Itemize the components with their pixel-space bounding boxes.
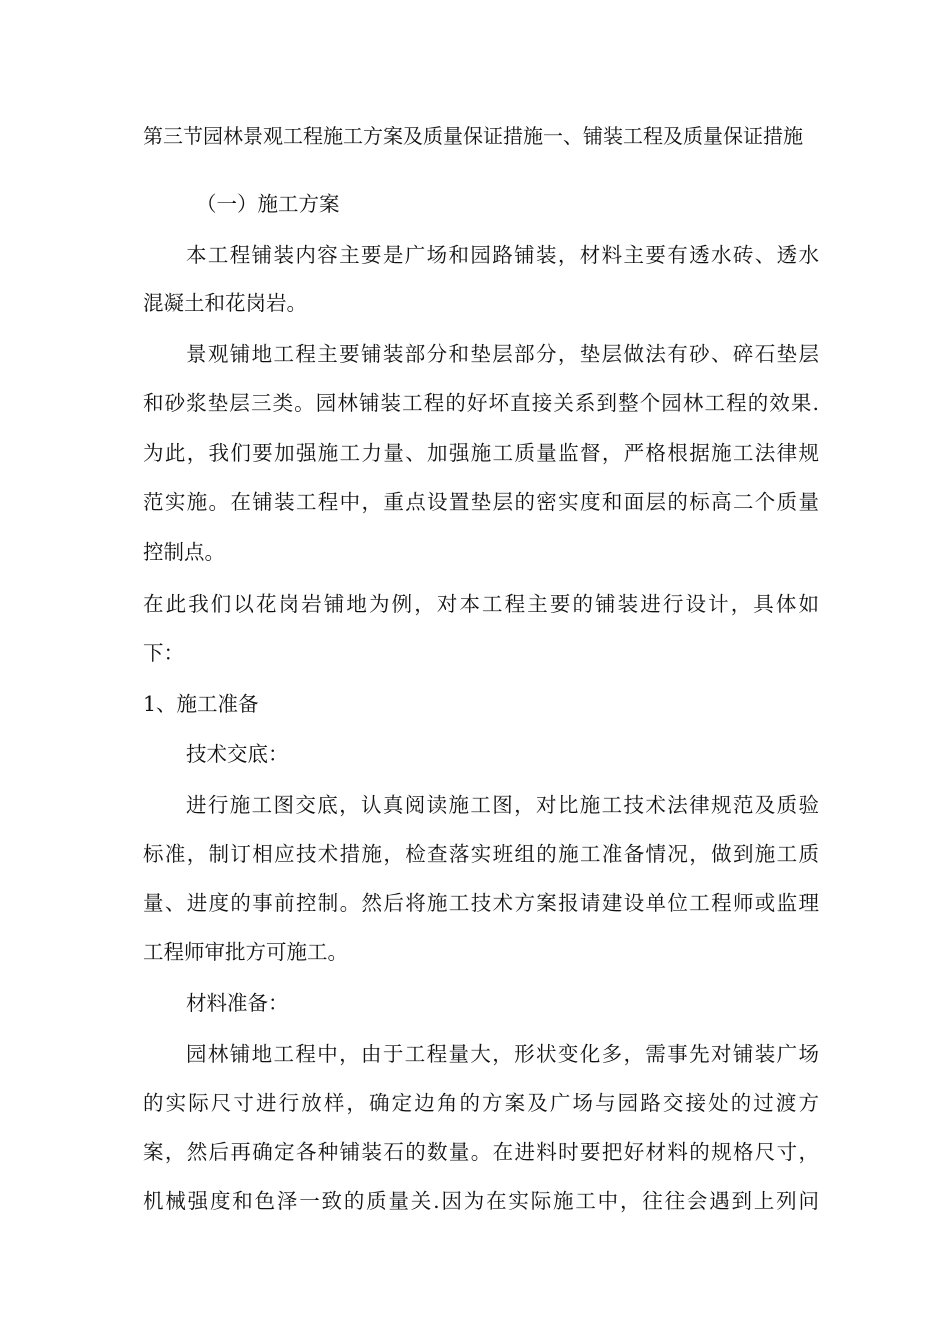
paragraph-4-line-1: 进行施工图交底，认真阅读施工图，对比施工技术法律规范及质验 (186, 793, 819, 817)
subsection-title: （一）施工方案 (196, 192, 340, 216)
paragraph-4-line-3: 量、进度的事前控制。然后将施工技术方案报请建设单位工程师或监理 (143, 891, 819, 915)
technical-briefing-heading: 技术交底： (186, 742, 289, 766)
paragraph-2-line-2: 和砂浆垫层三类。园林铺装工程的好坏直接关系到整个园林工程的效果. (143, 391, 819, 415)
paragraph-5-line-3: 案，然后再确定各种铺装石的数量。在进料时要把好材料的规格尺寸， (143, 1140, 819, 1164)
paragraph-2-line-1: 景观铺地工程主要铺装部分和垫层部分，垫层做法有砂、碎石垫层 (186, 342, 819, 366)
paragraph-5-line-1: 园林铺地工程中，由于工程量大，形状变化多，需事先对铺装广场 (186, 1042, 819, 1066)
paragraph-3-line-2: 下： (143, 641, 184, 665)
paragraph-3-line-1: 在此我们以花岗岩铺地为例，对本工程主要的铺装进行设计，具体如 (143, 592, 819, 616)
paragraph-2-line-4: 范实施。在铺装工程中，重点设置垫层的密实度和面层的标高二个质量 (143, 490, 819, 514)
list-item-1: 1、施工准备 (143, 692, 259, 716)
paragraph-4-line-4: 工程师审批方可施工。 (143, 940, 348, 964)
paragraph-4-line-2: 标准，制订相应技术措施，检查落实班组的施工准备情况，做到施工质 (143, 842, 819, 866)
paragraph-1-line-1: 本工程铺装内容主要是广场和园路铺装，材料主要有透水砖、透水 (186, 243, 819, 267)
material-preparation-heading: 材料准备： (186, 991, 289, 1015)
section-heading: 第三节园林景观工程施工方案及质量保证措施一、铺装工程及质量保证措施 (143, 124, 803, 148)
paragraph-1-line-2: 混凝土和花岗岩。 (143, 291, 307, 315)
paragraph-5-line-4: 机械强度和色泽一致的质量关.因为在实际施工中，往往会遇到上列问 (143, 1189, 819, 1213)
paragraph-2-line-3: 为此，我们要加强施工力量、加强施工质量监督，严格根据施工法律规 (143, 441, 819, 465)
paragraph-2-line-5: 控制点。 (143, 540, 225, 564)
paragraph-5-line-2: 的实际尺寸进行放样，确定边角的方案及广场与园路交接处的过渡方 (143, 1091, 819, 1115)
